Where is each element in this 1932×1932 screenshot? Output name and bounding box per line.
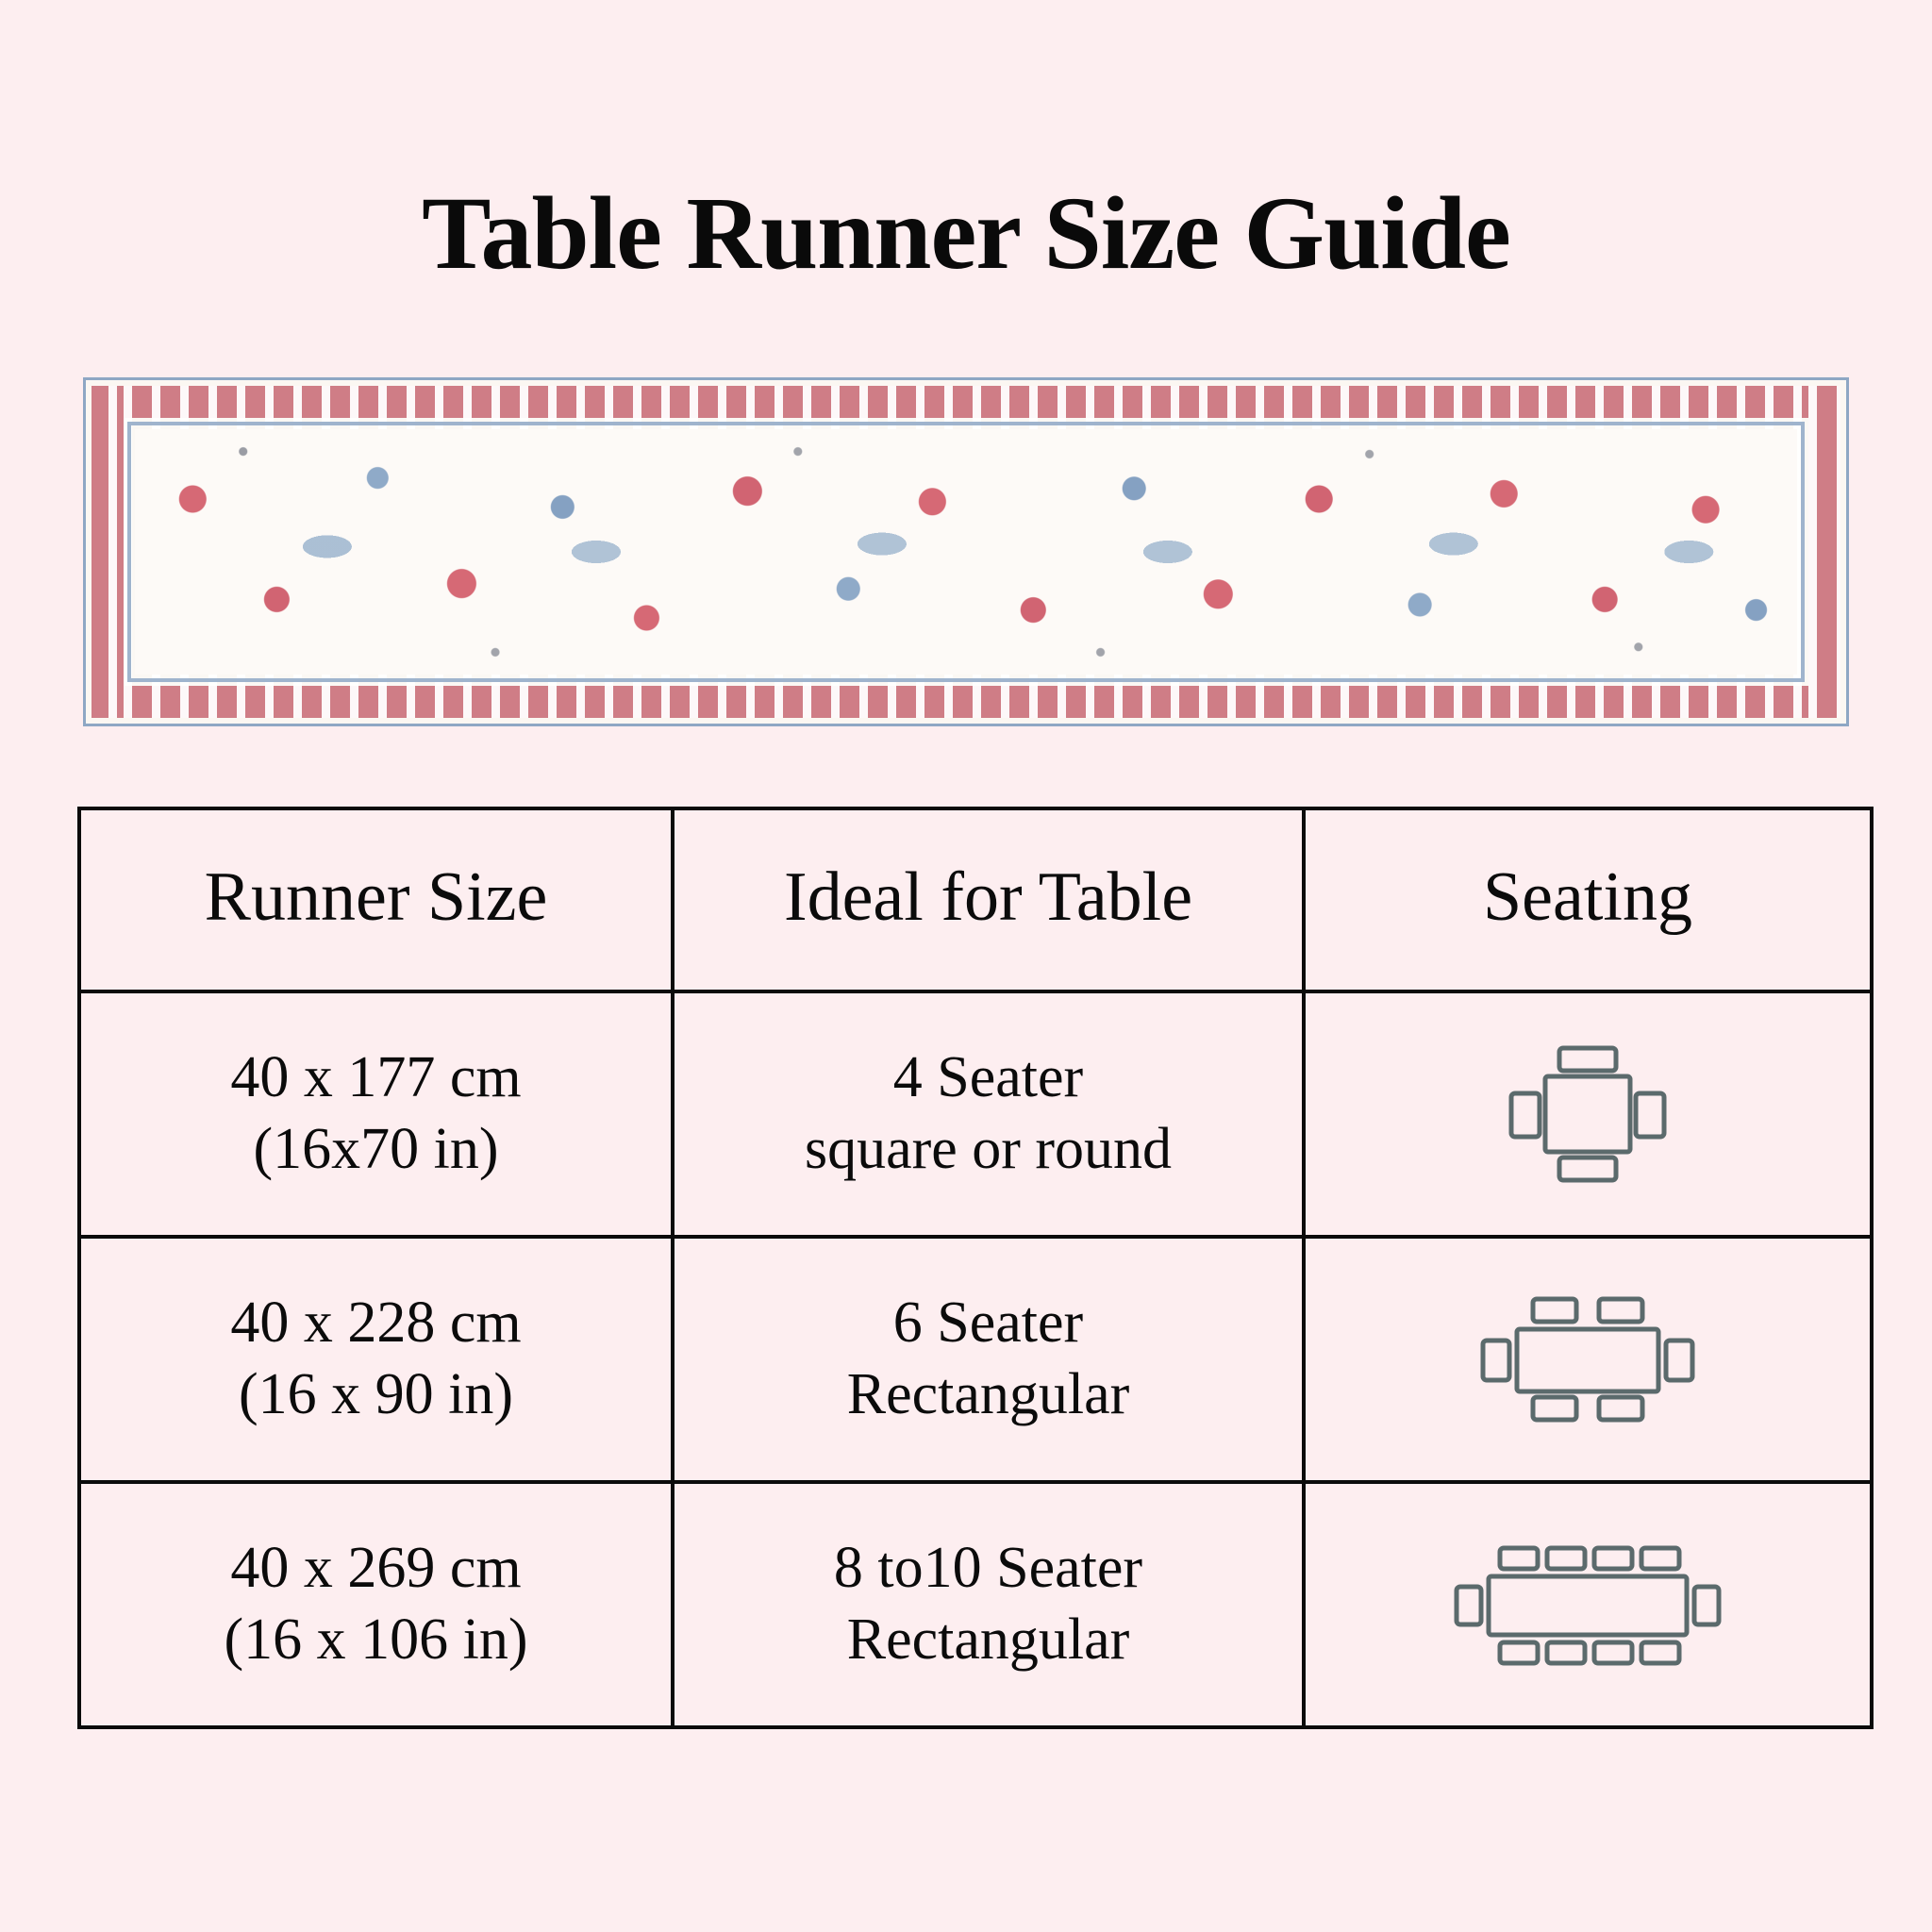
table-header-row (79, 808, 1872, 991)
table-type-line1: 4 Seater (892, 1045, 1084, 1110)
cell-runner-size (79, 1237, 673, 1482)
table-row (79, 1237, 1872, 1482)
rectangular-table-10-chairs-icon (1313, 1520, 1862, 1690)
table-row (79, 991, 1872, 1237)
cell-ideal-for-table (673, 1482, 1304, 1727)
cell-seating (1304, 1482, 1872, 1727)
table-type-line2: Rectangular (846, 1607, 1130, 1672)
page-title: Table Runner Size Guide (422, 175, 1510, 291)
size-cm-value: 40 x 269 cm (230, 1536, 522, 1601)
runner-floral-field (135, 429, 1797, 675)
cell-runner-size (79, 991, 673, 1237)
cell-seating (1304, 991, 1872, 1237)
table-type-line2: square or round (804, 1117, 1173, 1181)
header-runner-size: Runner Size (79, 808, 673, 991)
size-cm-value: 40 x 228 cm (230, 1291, 522, 1356)
table-runner-illustration (83, 377, 1849, 726)
size-in-value: (16 x 106 in) (224, 1607, 528, 1672)
cell-seating (1304, 1237, 1872, 1482)
cell-ideal-for-table (673, 1237, 1304, 1482)
square-table-4-chairs-icon (1313, 1029, 1862, 1199)
product-image (83, 377, 1849, 726)
table-type-line1: 8 to10 Seater (833, 1536, 1143, 1601)
size-in-value: (16 x 90 in) (238, 1362, 514, 1426)
rectangular-table-6-chairs-icon (1313, 1274, 1862, 1444)
header-seating: Seating (1304, 808, 1872, 991)
size-in-value: (16x70 in) (253, 1117, 499, 1181)
table-type-line1: 6 Seater (892, 1291, 1084, 1356)
table-row (79, 1482, 1872, 1727)
table-type-line2: Rectangular (846, 1362, 1130, 1426)
header-ideal-for-table: Ideal for Table (673, 808, 1304, 991)
size-guide-table (77, 807, 1874, 1729)
size-cm-value: 40 x 177 cm (230, 1045, 522, 1110)
cell-ideal-for-table (673, 991, 1304, 1237)
cell-runner-size (79, 1482, 673, 1727)
